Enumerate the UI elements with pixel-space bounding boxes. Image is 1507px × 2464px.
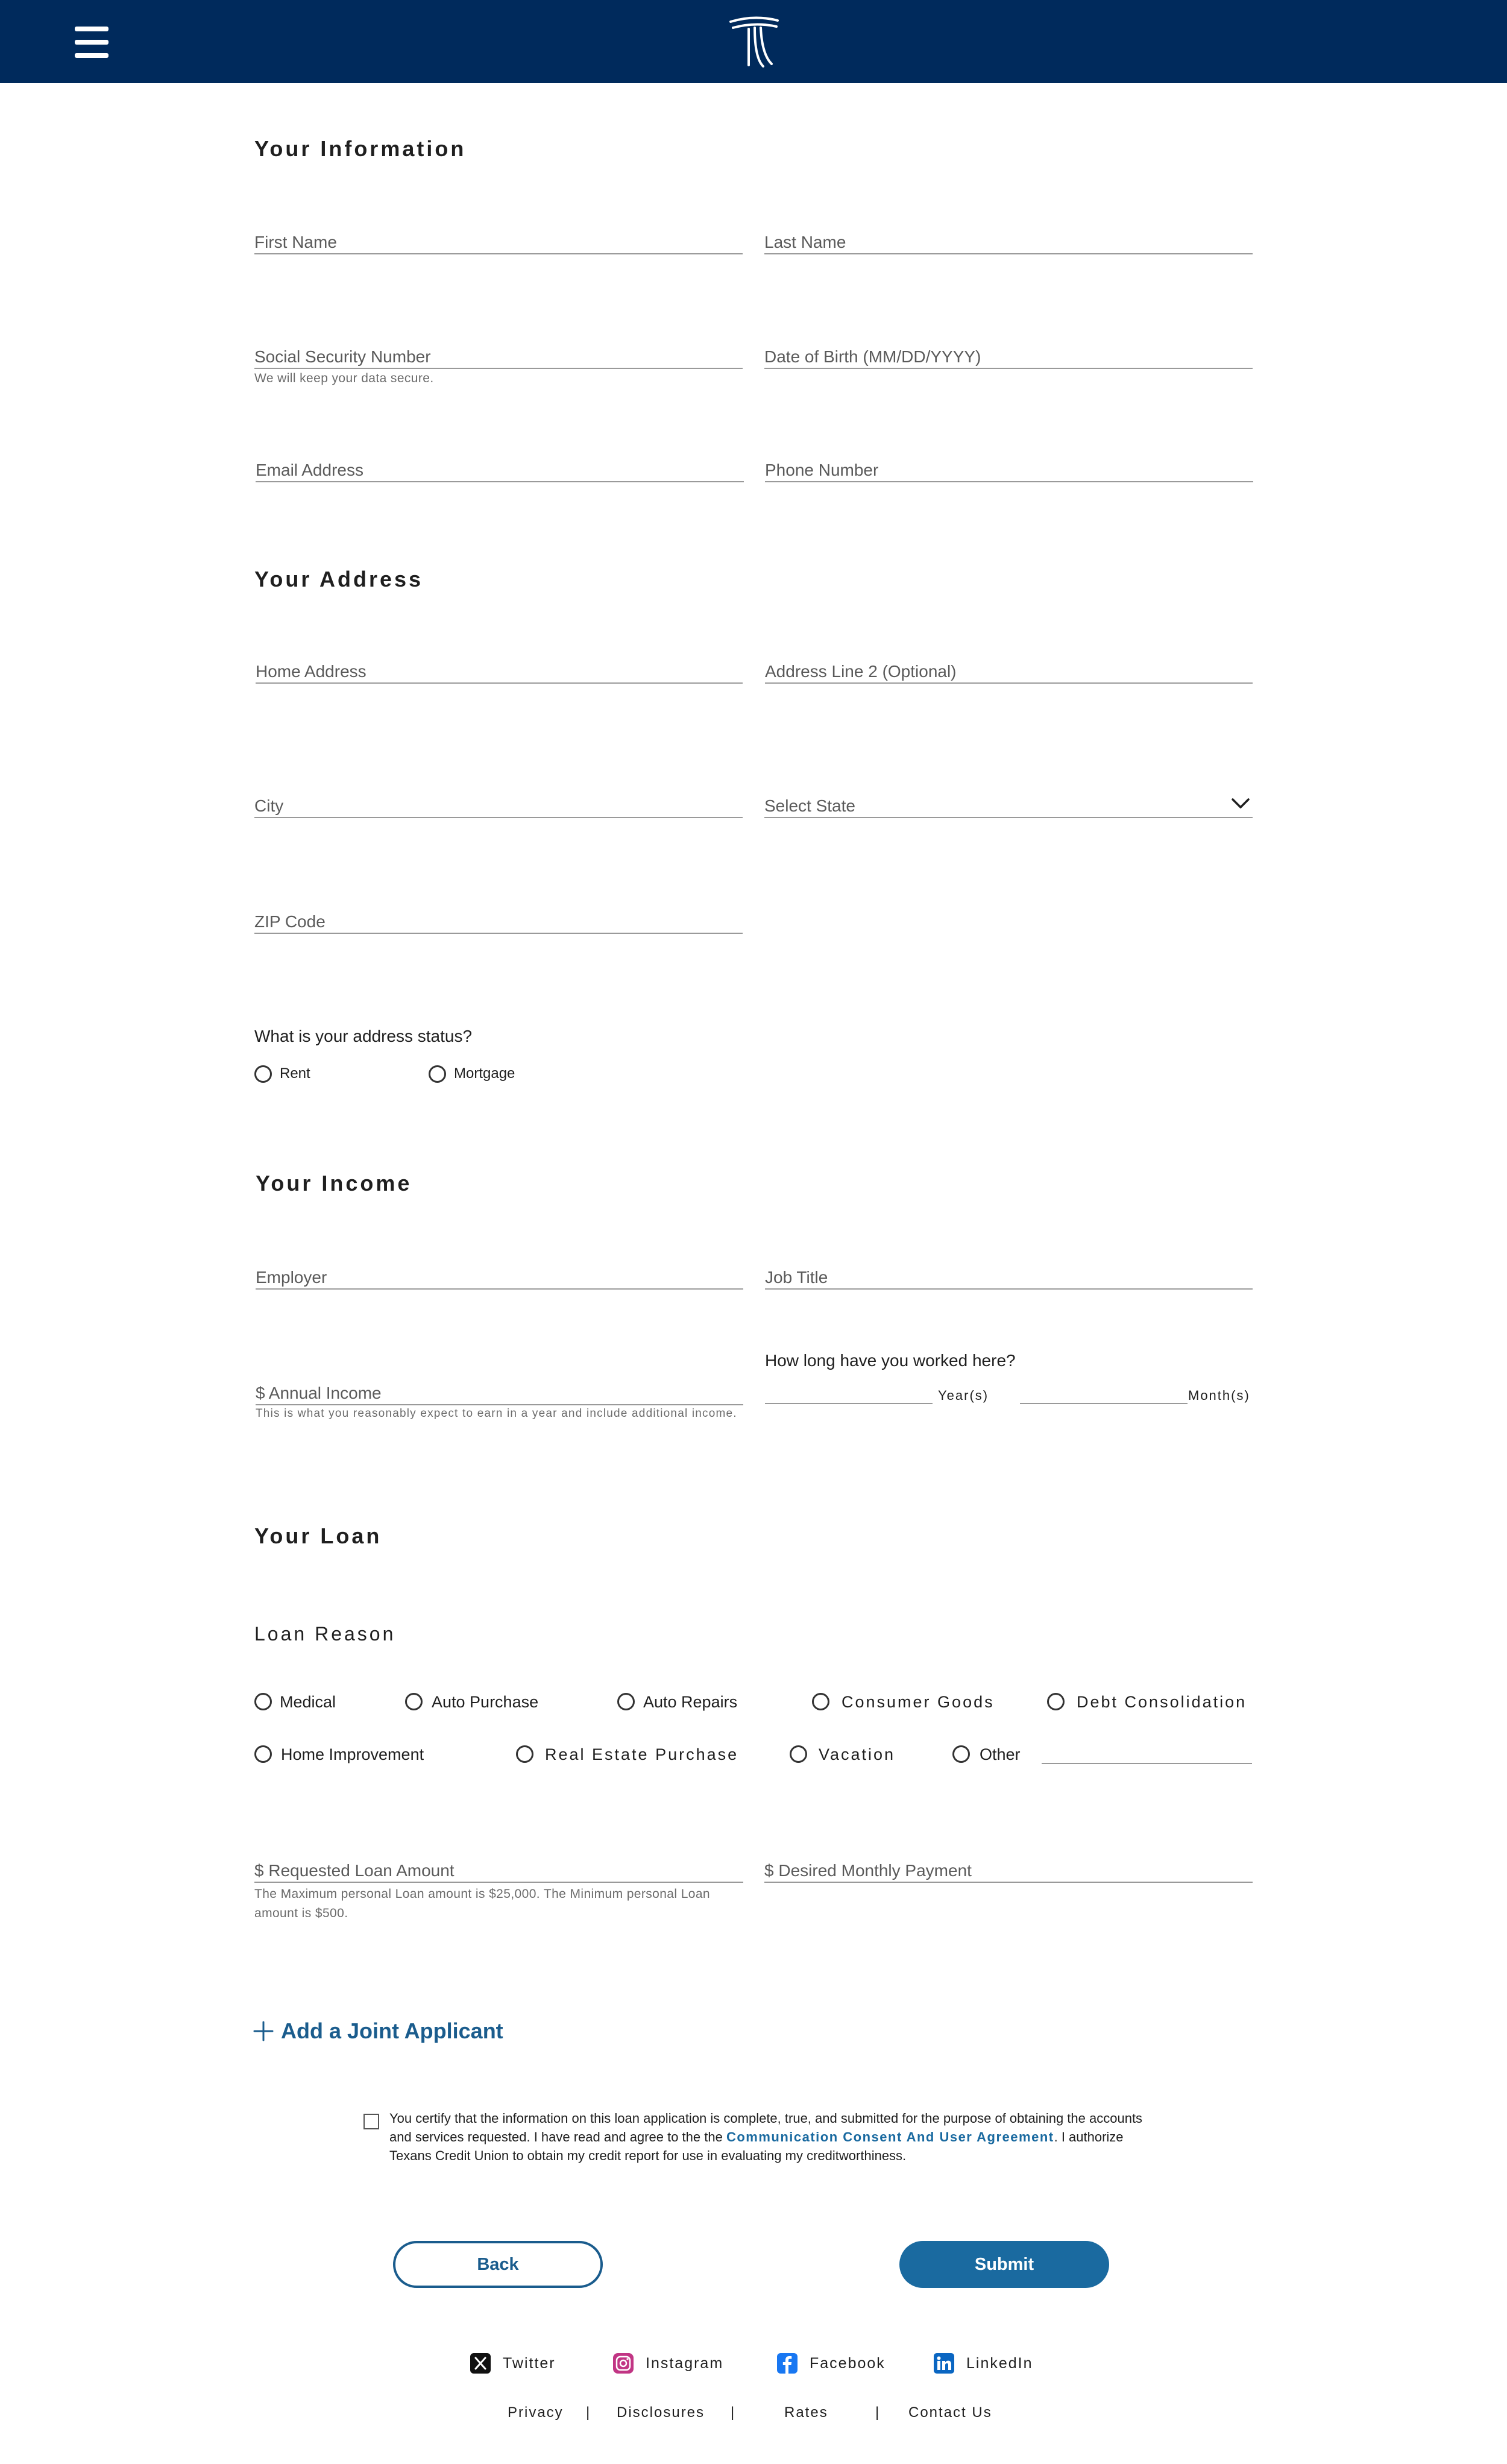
work-duration-question: How long have you worked here? xyxy=(765,1351,1016,1370)
years-input[interactable] xyxy=(765,1403,933,1404)
consent-checkbox[interactable] xyxy=(363,2114,379,2129)
dob-label: Date of Birth (MM/DD/YYYY) xyxy=(764,347,981,366)
social-twitter-label: Twitter xyxy=(503,2354,556,2372)
state-select[interactable] xyxy=(764,796,1253,818)
plus-icon xyxy=(253,2021,274,2041)
email-underline xyxy=(256,481,744,482)
submit-button[interactable]: Submit xyxy=(899,2241,1109,2288)
section-title-your-address: Your Address xyxy=(254,567,424,591)
radio-debt-consolidation[interactable] xyxy=(1047,1693,1065,1710)
email-label: Email Address xyxy=(256,461,363,479)
first-name-label: First Name xyxy=(254,233,337,251)
social-linkedin-label: LinkedIn xyxy=(966,2354,1033,2372)
hamburger-icon[interactable] xyxy=(75,27,109,58)
zip-underline xyxy=(254,933,743,934)
address-status-question: What is your address status? xyxy=(254,1027,473,1045)
city-underline xyxy=(254,817,743,818)
footer-link-disclosures[interactable]: Disclosures xyxy=(617,2404,705,2421)
years-label: Year(s) xyxy=(938,1388,989,1403)
consent-text-before: You certify that the information on this loan application is complete, true, and submitted for the purpose of obtaining the accounts and services requested. I have read and agree to the the xyxy=(389,2111,1143,2144)
first-name-underline xyxy=(254,253,743,254)
address-line2-field[interactable] xyxy=(765,662,1253,684)
radio-auto-purchase-label[interactable]: Auto Purchase xyxy=(432,1693,539,1711)
radio-medical-label[interactable]: Medical xyxy=(280,1693,336,1711)
state-select-label: Select State xyxy=(764,796,855,815)
requested-loan-amount-hint: The Maximum personal Loan amount is $25,000. The Minimum personal Loan amount is $500. xyxy=(254,1887,711,1920)
email-field[interactable] xyxy=(256,461,744,482)
phone-field[interactable] xyxy=(765,461,1253,482)
radio-rent-label[interactable]: Rent xyxy=(280,1065,310,1082)
social-instagram-label: Instagram xyxy=(646,2354,724,2372)
radio-home-improvement[interactable] xyxy=(254,1745,272,1763)
radio-auto-repairs-label[interactable]: Auto Repairs xyxy=(643,1693,738,1711)
requested-loan-amount-underline xyxy=(254,1882,743,1883)
instagram-icon xyxy=(613,2353,634,2374)
last-name-label: Last Name xyxy=(764,233,846,251)
footer-separator: | xyxy=(586,2404,590,2421)
months-label: Month(s) xyxy=(1188,1388,1250,1403)
first-name-field[interactable] xyxy=(254,233,743,254)
radio-consumer-goods-label[interactable]: Consumer Goods xyxy=(842,1693,995,1711)
radio-vacation[interactable] xyxy=(790,1745,807,1763)
radio-auto-repairs[interactable] xyxy=(617,1693,635,1710)
address-line2-label: Address Line 2 (Optional) xyxy=(765,662,957,681)
linkedin-icon xyxy=(934,2353,954,2374)
requested-loan-amount-field[interactable] xyxy=(254,1861,743,1883)
ssn-field[interactable] xyxy=(254,347,743,369)
home-address-field[interactable] xyxy=(256,662,743,684)
address-line2-underline xyxy=(765,682,1253,684)
other-reason-input[interactable] xyxy=(1042,1763,1252,1764)
home-address-underline xyxy=(256,682,743,684)
social-facebook-label: Facebook xyxy=(810,2354,886,2372)
last-name-field[interactable] xyxy=(764,233,1253,254)
radio-medical[interactable] xyxy=(254,1693,272,1710)
job-title-label: Job Title xyxy=(765,1268,828,1287)
phone-label: Phone Number xyxy=(765,461,879,479)
city-field[interactable] xyxy=(254,796,743,818)
radio-vacation-label[interactable]: Vacation xyxy=(819,1745,896,1763)
social-twitter[interactable] xyxy=(470,2353,556,2374)
chevron-down-icon[interactable] xyxy=(1231,797,1250,810)
desired-monthly-payment-field[interactable] xyxy=(764,1861,1253,1883)
desired-monthly-payment-label: $ Desired Monthly Payment xyxy=(764,1861,972,1880)
footer-separator: | xyxy=(731,2404,735,2421)
section-title-your-income: Your Income xyxy=(256,1171,412,1196)
add-joint-applicant-label: Add a Joint Applicant xyxy=(281,2018,503,2043)
last-name-underline xyxy=(764,253,1253,254)
radio-auto-purchase[interactable] xyxy=(405,1693,423,1710)
state-select-underline xyxy=(764,817,1253,818)
radio-home-improvement-label[interactable]: Home Improvement xyxy=(281,1745,424,1763)
radio-debt-consolidation-label[interactable]: Debt Consolidation xyxy=(1077,1693,1247,1711)
home-address-label: Home Address xyxy=(256,662,367,681)
consent-text xyxy=(389,2109,1155,2165)
radio-real-estate-purchase[interactable] xyxy=(516,1745,533,1763)
section-title-your-loan: Your Loan xyxy=(254,1523,382,1548)
section-title-your-information: Your Information xyxy=(254,136,467,161)
employer-underline xyxy=(256,1288,743,1290)
loan-reason-title: Loan Reason xyxy=(254,1623,396,1645)
ssn-label: Social Security Number xyxy=(254,347,431,366)
annual-income-hint: This is what you reasonably expect to earn in a year and include additional income. xyxy=(256,1407,737,1420)
x-twitter-icon xyxy=(470,2353,491,2374)
social-facebook[interactable] xyxy=(777,2353,886,2374)
back-button[interactable]: Back xyxy=(393,2241,603,2288)
social-linkedin[interactable] xyxy=(934,2353,1033,2374)
radio-mortgage-label[interactable]: Mortgage xyxy=(454,1065,515,1082)
ssn-hint: We will keep your data secure. xyxy=(254,371,434,385)
zip-field[interactable] xyxy=(254,912,743,934)
radio-consumer-goods[interactable] xyxy=(812,1693,829,1710)
employer-field[interactable] xyxy=(256,1268,743,1290)
city-label: City xyxy=(254,796,284,815)
radio-other-label[interactable]: Other xyxy=(980,1745,1021,1763)
employer-label: Employer xyxy=(256,1268,327,1287)
desired-monthly-payment-underline xyxy=(764,1882,1253,1883)
months-input[interactable] xyxy=(1020,1403,1188,1404)
tcu-logo[interactable] xyxy=(728,16,780,69)
footer-link-rates[interactable]: Rates xyxy=(784,2404,828,2421)
radio-rent[interactable] xyxy=(254,1065,272,1083)
job-title-underline xyxy=(765,1288,1253,1290)
communication-consent-link[interactable]: Communication Consent And User Agreement xyxy=(726,2129,1054,2144)
phone-underline xyxy=(765,481,1253,482)
footer-link-privacy[interactable]: Privacy xyxy=(508,2404,564,2421)
radio-mortgage[interactable] xyxy=(429,1065,446,1083)
annual-income-label: $ Annual Income xyxy=(256,1384,382,1402)
requested-loan-amount-label: $ Requested Loan Amount xyxy=(254,1861,455,1880)
zip-label: ZIP Code xyxy=(254,912,326,931)
dob-field[interactable] xyxy=(764,347,1253,369)
radio-other[interactable] xyxy=(952,1745,970,1763)
consent-text-after: . I authorize Texans Credit Union to obtain my credit report for use in evaluating my creditworthiness. xyxy=(389,2129,1124,2163)
social-instagram[interactable] xyxy=(613,2353,723,2374)
add-joint-applicant-button[interactable] xyxy=(253,2018,503,2044)
facebook-icon xyxy=(777,2353,798,2374)
footer-separator: | xyxy=(875,2404,879,2421)
radio-real-estate-purchase-label[interactable]: Real Estate Purchase xyxy=(545,1745,739,1763)
annual-income-field[interactable] xyxy=(256,1384,743,1405)
job-title-field[interactable] xyxy=(765,1268,1253,1290)
footer-link-contact-us[interactable]: Contact Us xyxy=(908,2404,992,2421)
dob-underline xyxy=(764,368,1253,369)
